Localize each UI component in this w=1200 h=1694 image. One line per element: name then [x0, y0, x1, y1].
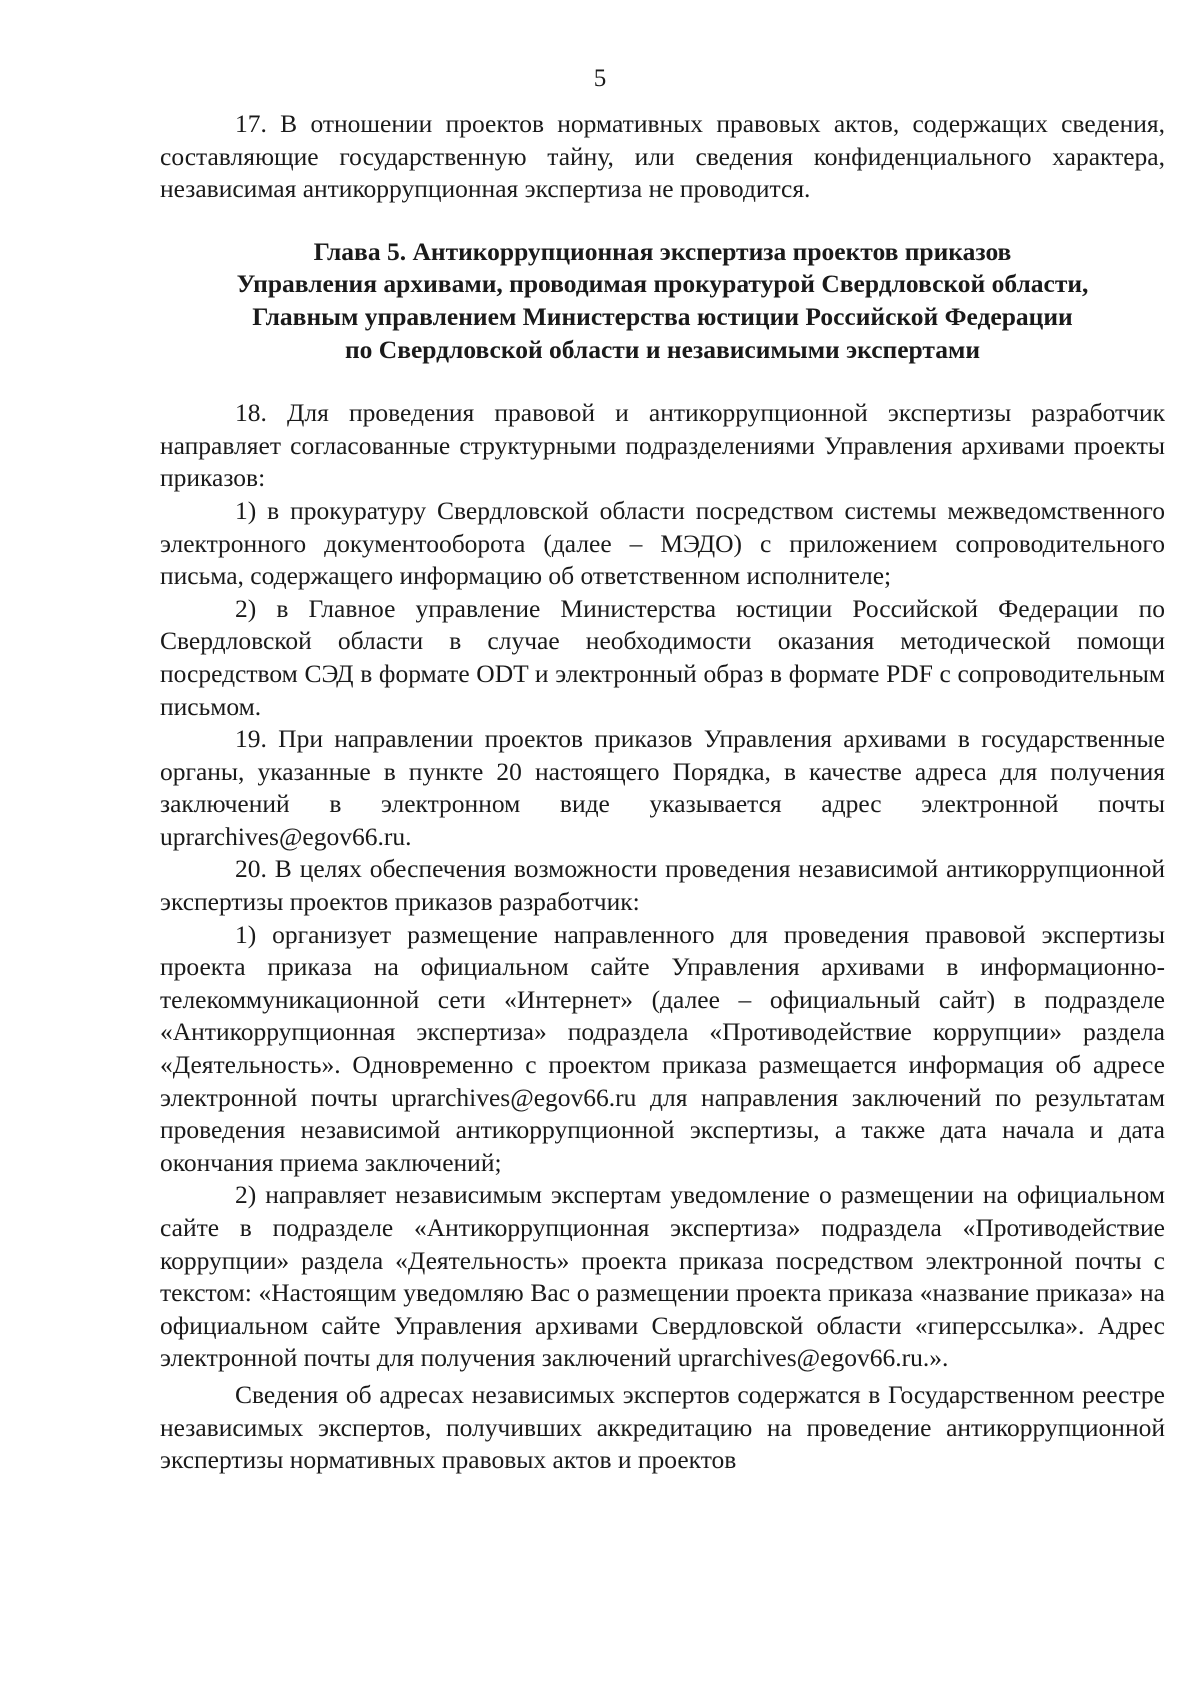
- registry-note: Сведения об адресах независимых экспертов содержатся в Государственном реестре независимых экспертов, получивших аккредитацию на проведение антикоррупционной экспертизы нормативных правовых актов и проектов: [160, 1379, 1165, 1475]
- chapter-heading-line-1: Глава 5. Антикоррупционная экспертиза проектов приказов: [313, 236, 1012, 266]
- paragraph-17: 17. В отношении проектов нормативных правовых актов, содержащих сведения, составляющие государственную тайну, или сведения конфиденциального характера, независимая антикоррупционная экспертиза не проводится.: [160, 109, 1165, 204]
- paragraph-20-item-2: 2) направляет независимым экспертам уведомление о размещении на официальном сайте в подразделе «Антикоррупционная экспертиза» подраздела «Противодействие коррупции» раздела «Деятельность» проекта приказа посредством электронной почты с текстом: «Настоящим уведомляю Вас о размещении проекта приказа «название приказа» на официальном сайте Управления архивами Свердловской области «гиперссылка». Адрес электронной почты для получения заключений uprarchives@egov66.ru.».: [160, 1180, 1165, 1373]
- chapter-heading-line-4: по Свердловской области и независимыми экспертами: [344, 334, 981, 364]
- paragraph-20-intro: 20. В целях обеспечения возможности проведения независимой антикоррупционной экспертизы проектов приказов разработчик:: [160, 854, 1165, 917]
- paragraph-18-item-1: 1) в прокуратуру Свердловской области посредством системы межведомственного электронного документооборота (далее – МЭДО) с приложением сопроводительного письма, содержащего информацию об ответственном исполнителе;: [160, 495, 1165, 591]
- chapter-heading: [160, 236, 1165, 366]
- paragraph-18-item-2: 2) в Главное управление Министерства юстиции Российской Федерации по Свердловской области в случае необходимости оказания методической помощи посредством СЭД в формате ODT и электронный образ в формате PDF с сопроводительным письмом.: [160, 593, 1165, 721]
- paragraph-20-item-1: 1) организует размещение направленного для проведения правовой экспертизы проекта приказа на официальном сайте Управления архивами в информационно-телекоммуникационной сети «Интернет» (далее – официальный сайт) в подразделе «Антикоррупционная экспертиза» подраздела «Противодействие коррупции» раздела «Деятельность». Одновременно с проектом приказа размещается информация об адресе электронной почты uprarchives@egov66.ru для направления заключений по результатам проведения независимой антикоррупционной экспертизы, а также дата начала и дата окончания приема заключений;: [160, 919, 1165, 1177]
- document-body: [160, 108, 1165, 1477]
- chapter-heading-line-2: Управления архивами, проводимая прокуратурой Свердловской области,: [236, 269, 1089, 299]
- page-number: 5: [593, 65, 607, 92]
- chapter-heading-line-3: Главным управлением Министерства юстиции Российской Федерации: [252, 301, 1073, 331]
- paragraph-18-intro: 18. Для проведения правовой и антикоррупционной экспертизы разработчик направляет согласованные структурными подразделениями Управления архивами проекты приказов:: [160, 398, 1165, 493]
- paragraph-19: 19. При направлении проектов приказов Управления архивами в государственные органы, указанные в пункте 20 настоящего Порядка, в качестве адреса для получения заключений в электронном виде указывается адрес электронной почты uprarchives@egov66.ru.: [160, 724, 1165, 851]
